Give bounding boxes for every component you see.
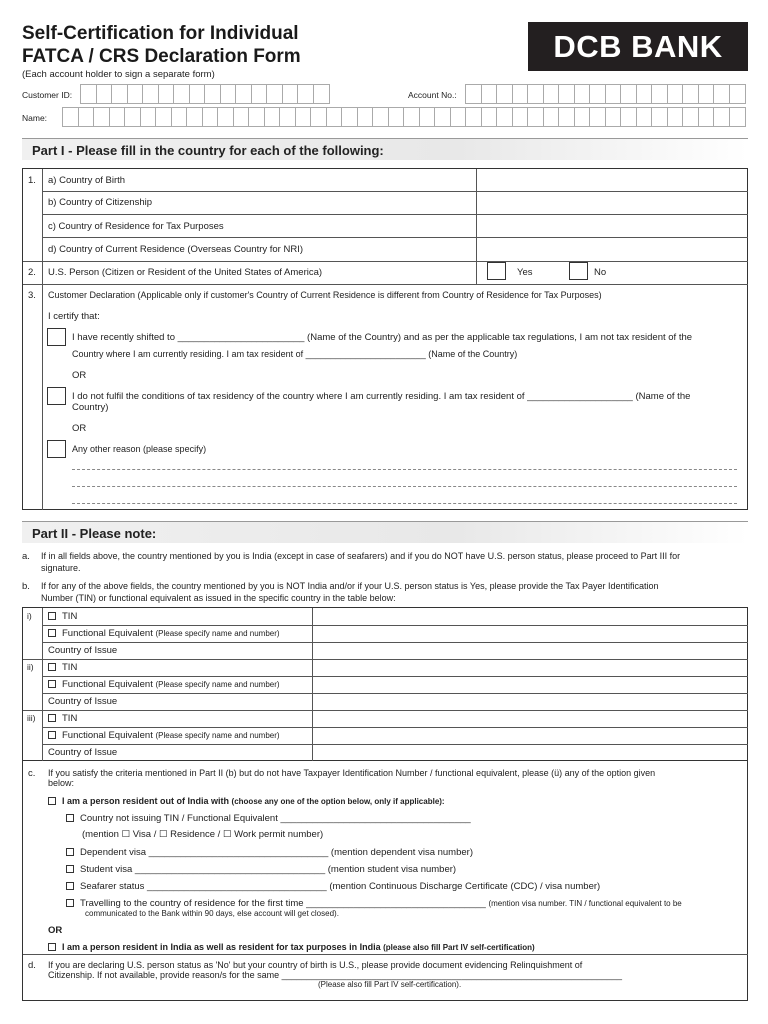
customer-id-boxes[interactable] (80, 84, 330, 104)
option-not-fulfil-line1: I do not fulfil the conditions of tax residency of the country where I am currently residing. I am tax resident of ____________________ (Name of the (72, 391, 691, 402)
other-reason-line-3[interactable] (72, 503, 737, 504)
option-other-checkbox[interactable] (47, 440, 66, 458)
yes-label: Yes (517, 267, 533, 278)
certify-text: I certify that: (48, 311, 100, 322)
tax-residence-label: c) Country of Residence for Tax Purposes (48, 221, 224, 232)
row1-number: 1. (28, 175, 36, 186)
no-tin-country-option[interactable]: Country not issuing TIN / Functional Equivalent ____________________________________ (66, 813, 471, 824)
no-tin-mention: (mention ☐ Visa / ☐ Residence / ☐ Work permit number) (82, 829, 324, 840)
dependent-visa-option[interactable]: Dependent visa __________________________________ (mention dependent visa number) (66, 847, 473, 858)
functional-equivalent-option[interactable]: Functional Equivalent (Please specify name and number) (48, 730, 280, 741)
no-label: No (594, 267, 607, 278)
or-text-1: OR (72, 370, 87, 381)
tin-option[interactable]: TIN (48, 713, 77, 724)
option-shifted-line1: I have recently shifted to ________________________ (Name of the Country) and as per the applicable tax regulations, I am not tax resident of the (72, 332, 693, 343)
account-no-boxes[interactable] (465, 84, 746, 104)
note-d-line1: If you are declaring U.S. person status as 'No' but your country of birth is U.S., please provide document evidencing Relinquishment of (48, 960, 583, 970)
note-b-label: b. (22, 581, 30, 592)
country-of-issue-label: Country of Issue (48, 696, 118, 707)
option-not-fulfil-checkbox[interactable] (47, 387, 66, 405)
account-no-label: Account No.: (408, 90, 457, 100)
us-person-yes-checkbox[interactable] (487, 262, 506, 280)
note-a-line1: If in all fields above, the country mentioned by you is India (except in case of seafarers) and if you do NOT have U.S. person status, please proceed to Part III for (41, 551, 681, 561)
option-not-fulfil-line2: Country) (72, 402, 109, 413)
note-a-label: a. (22, 551, 30, 562)
current-residence-field[interactable] (477, 238, 746, 260)
country-of-birth-field[interactable] (477, 169, 746, 191)
tin-option[interactable]: TIN (48, 662, 77, 673)
functional-equivalent-option[interactable]: Functional Equivalent (Please specify name and number) (48, 628, 280, 639)
option-shifted-checkbox[interactable] (47, 328, 66, 346)
declaration-text: Customer Declaration (Applicable only if customer's Country of Current Residence is different from Country of Residence for Tax Purposes) (48, 290, 602, 300)
option-shifted-line2: Country where I am currently residing. I am tax resident of ________________________ (Name of the Country) (72, 349, 518, 359)
student-visa-option[interactable]: Student visa ____________________________________ (mention student visa number) (66, 864, 456, 875)
or-text-3: OR (48, 925, 63, 936)
part2-heading: Part II - Please note: (22, 521, 748, 543)
tax-residence-field[interactable] (477, 215, 746, 237)
name-boxes[interactable] (62, 107, 746, 127)
form-subtitle: (Each account holder to sign a separate form) (22, 69, 215, 80)
note-d-line2: Citizenship. If not available, provide reason/s for the same ____________________________________________________________________ (48, 970, 622, 980)
country-of-issue-label: Country of Issue (48, 747, 118, 758)
row3-number: 3. (28, 290, 36, 301)
us-person-label: U.S. Person (Citizen or Resident of the United States of America) (48, 267, 323, 278)
note-c-label: c. (28, 768, 36, 779)
seafarer-option[interactable]: Seafarer status __________________________________ (mention Continuous Discharge Certificate (CDC) / visa number) (66, 881, 600, 892)
tin-option[interactable]: TIN (48, 611, 77, 622)
note-b-line2: Number (TIN) or functional equivalent as issued in the specific country in the table below: (41, 593, 396, 603)
country-of-issue-label: Country of Issue (48, 645, 118, 656)
tin-row-number: iii) (27, 713, 36, 723)
option-other-label: Any other reason (please specify) (72, 444, 207, 454)
functional-equivalent-option[interactable]: Functional Equivalent (Please specify name and number) (48, 679, 280, 690)
travelling-note-line2: communicated to the Bank within 90 days, else account will get closed). (85, 909, 339, 918)
us-person-no-checkbox[interactable] (569, 262, 588, 280)
row2-number: 2. (28, 267, 36, 278)
tin-row-number: ii) (27, 662, 34, 672)
bank-logo: DCB BANK (528, 22, 748, 71)
country-of-citizenship-label: b) Country of Citizenship (48, 197, 153, 208)
name-label: Name: (22, 113, 48, 123)
note-c-line1: If you satisfy the criteria mentioned in Part II (b) but do not have Taxpayer Identification Number / functional equivalent, please (ü) any of the option given (48, 768, 656, 778)
resident-india-option[interactable]: I am a person resident in India as well as resident for tax purposes in India (please also fill Part IV self-certification) (48, 942, 535, 952)
other-reason-line-1[interactable] (72, 469, 737, 470)
form-title: Self-Certification for Individual FATCA / CRS Declaration Form (22, 23, 301, 67)
country-of-citizenship-field[interactable] (477, 192, 746, 214)
note-a-line2: signature. (41, 563, 81, 573)
part1-heading: Part I - Please fill in the country for each of the following: (22, 138, 748, 160)
other-reason-line-2[interactable] (72, 486, 737, 487)
current-residence-label: d) Country of Current Residence (Overseas Country for NRI) (48, 244, 304, 255)
note-d-footnote: (Please also fill Part IV self-certification). (318, 980, 462, 989)
nri-option[interactable]: I am a person resident out of India with (choose any one of the option below, only if applicable): (48, 796, 445, 806)
tin-row-number: i) (27, 611, 32, 621)
note-b-line1: If for any of the above fields, the country mentioned by you is NOT India and/or if your U.S. person status is Yes, please provide the Tax Payer Identification (41, 581, 659, 591)
customer-id-label: Customer ID: (22, 90, 73, 100)
travelling-option[interactable]: Travelling to the country of residence for the first time __________________________________ (mention visa number. TIN / functional equivalent to be (66, 898, 682, 909)
note-d-label: d. (28, 960, 36, 971)
or-text-2: OR (72, 423, 87, 434)
country-of-birth-label: a) Country of Birth (48, 175, 126, 186)
note-c-line2: below: (48, 778, 75, 788)
